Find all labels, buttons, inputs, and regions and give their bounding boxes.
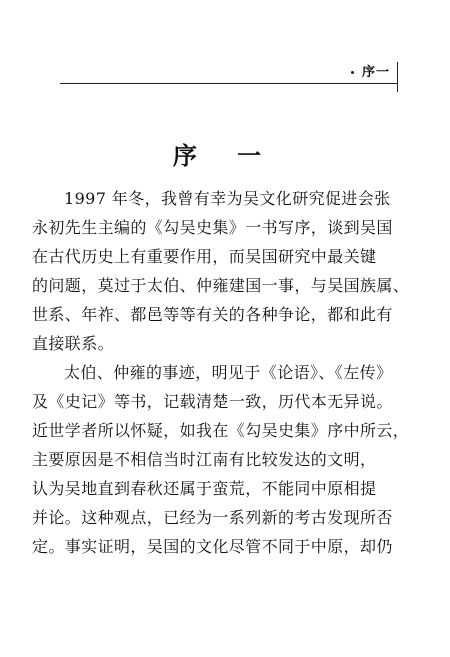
paragraph-2-line-7: 定。事实证明，吴国的文化尽管不同于中原，却仍 xyxy=(32,537,393,556)
body-text xyxy=(32,184,422,561)
paragraph-1-line-6: 直接联系。 xyxy=(32,334,115,353)
paragraph-1-line-1: 1997 年冬，我曾有幸为吴文化研究促进会张 xyxy=(64,189,391,208)
paragraph-2-line-2: 及《史记》等书，记载清楚一致，历代本无异说。 xyxy=(32,392,393,411)
paragraph-1-line-5: 世系、年祚、都邑等等有关的各种争论，都和此有 xyxy=(32,305,393,324)
paragraph-2-line-1: 太伯、仲雍的事迹，明见于《论语》、《左传》 xyxy=(64,363,393,382)
paragraph-1-line-4: 的问题，莫过于太伯、仲雍建国一事，与吴国族属、 xyxy=(32,276,410,295)
paragraph-2-line-5: 认为吴地直到春秋还属于蛮荒，不能同中原相提 xyxy=(32,479,377,498)
running-head-dot xyxy=(351,71,354,74)
running-head-tick xyxy=(397,62,398,92)
page-title: 序 一 xyxy=(172,141,278,170)
paragraph-2-line-6: 并论。这种观点，已经为一系列新的考古发现所否 xyxy=(32,508,393,527)
running-head xyxy=(60,62,412,86)
paragraph-1-line-2: 永初先生主编的《勾吴史集》一书写序，谈到吴国 xyxy=(32,218,393,237)
paragraph-2-line-4: 主要原因是不相信当时江南有比较发达的文明， xyxy=(32,450,377,469)
running-head-label: 序一 xyxy=(361,65,390,80)
paragraph-1-line-3: 在古代历史上有重要作用，而吴国研究中最关键 xyxy=(32,247,377,266)
running-head-rule xyxy=(60,83,398,84)
paragraph-2-line-3: 近世学者所以怀疑，如我在《勾吴史集》序中所云， xyxy=(32,421,410,440)
